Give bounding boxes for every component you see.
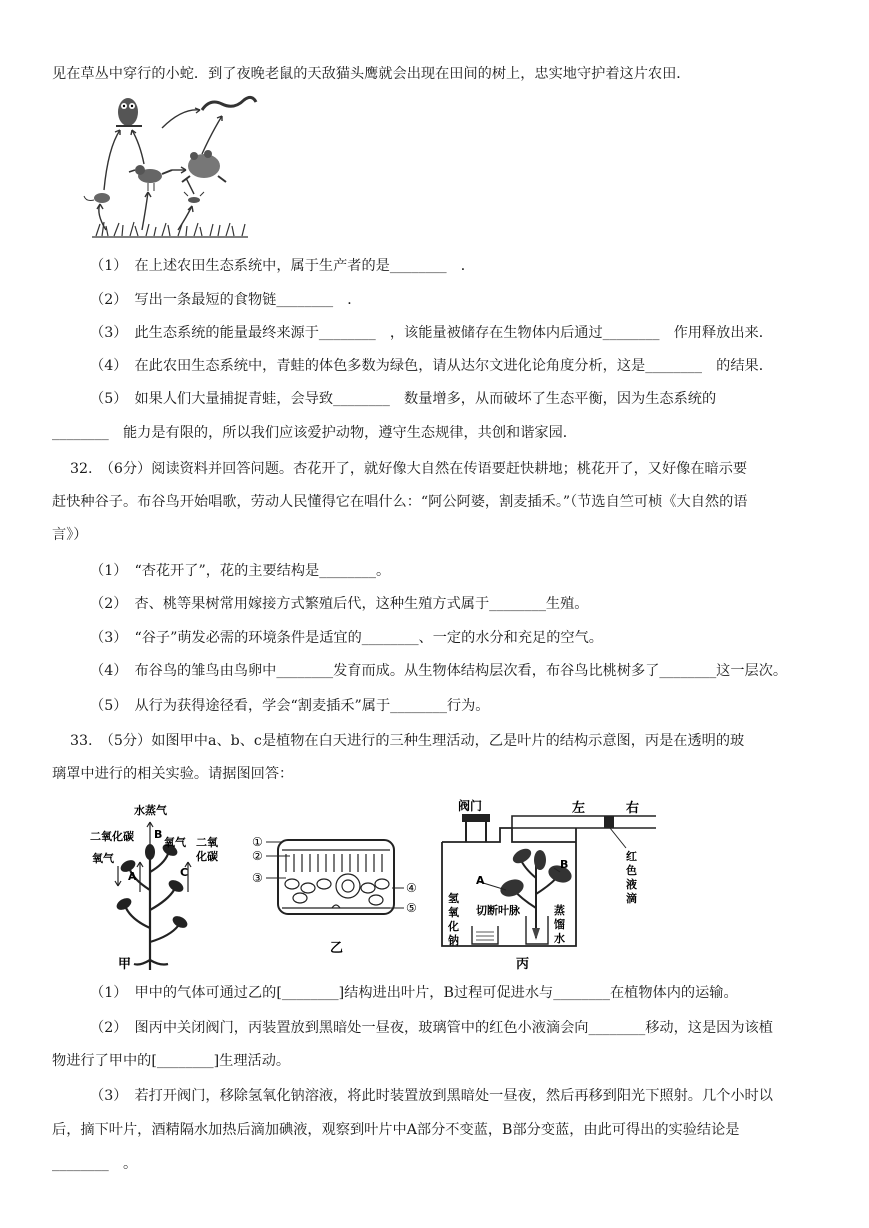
q32-stem-line-2: 赶快种谷子。布谷鸟开始唱歌，劳动人民懂得它在唱什么：“阿公阿婆，割麦插禾。”（节选自竺可桢《大自然的语 [52, 494, 748, 510]
snake-icon [202, 97, 256, 110]
jia-label-water-vapor: 水蒸气 [134, 804, 167, 817]
bing-red-drop-4: 滴 [626, 892, 637, 905]
bing-naoh-1: 氢 [448, 892, 459, 905]
jia-label-co2-left: 二氧化碳 [90, 830, 134, 843]
owl-icon [116, 98, 142, 126]
yi-number-5: ⑤ [406, 901, 417, 915]
yi-number-4: ④ [406, 881, 417, 895]
q31-item-5-cont: ________ 能力是有限的，所以我们应该爱护动物，遵守生态规律，共创和谐家园． [52, 425, 577, 441]
bing-left-label: 左 [572, 801, 586, 816]
jia-label-o2-right: 氧气 [164, 836, 186, 849]
q33-item-3-cont-2: ________ 。 [52, 1156, 138, 1172]
yi-figure-label: 乙 [330, 941, 344, 956]
bing-red-drop-3: 液 [626, 878, 637, 891]
q31-item-5: （5） 如果人们大量捕捉青蛙，会导致________ 数量增多，从而破坏了生态平衡，因为生态系统的 [90, 391, 717, 407]
q32-item-5: （5） 从行为获得途径看，学会“割麦插禾”属于________行为。 [90, 698, 490, 714]
bing-label-B: B [560, 858, 569, 871]
q32-item-3: （3） “谷子”萌发必需的环境条件是适宜的________、一定的水分和充足的空气。 [90, 630, 603, 646]
bing-right-label: 右 [626, 801, 640, 816]
q31-item-2: （2） 写出一条最短的食物链________ ． [90, 292, 362, 308]
q33-stem-line-1: 33. （5分）如图甲中a、b、c是植物在白天进行的三种生理活动，乙是叶片的结构示意图，丙是在透明的玻 [70, 733, 745, 749]
frog-icon [182, 150, 226, 182]
jia-figure-label: 甲 [118, 957, 132, 972]
bing-naoh-2: 氧 [448, 906, 459, 919]
jia-label-co2-right-1: 二氧 [196, 836, 218, 849]
yi-number-1: ① [252, 835, 263, 849]
bing-water-2: 馏 [554, 918, 565, 931]
q33-item-2: （2） 图丙中关闭阀门，丙装置放到黑暗处一昼夜，玻璃管中的红色小液滴会向________移动，这是因为该植 [90, 1020, 773, 1036]
q33-item-3: （3） 若打开阀门，移除氢氧化钠溶液，将此时装置放到黑暗处一昼夜，然后再移到阳光下照射。几个小时以 [90, 1088, 773, 1104]
jia-label-C: C [180, 866, 189, 879]
mouse-icon [84, 193, 110, 203]
q33-item-3-cont-1: 后，摘下叶片，酒精隔水加热后滴加碘液，观察到叶片中A部分不变蓝，B部分变蓝，由此可得出的实验结论是 [52, 1122, 740, 1138]
bing-red-drop-2: 色 [626, 864, 637, 877]
figure-bing-apparatus [436, 798, 662, 974]
yi-number-3: ③ [252, 871, 263, 885]
q33-item-2-cont: 物进行了甲中的[________]生理活动。 [52, 1053, 291, 1069]
q32-item-1: （1） “杏花开了”，花的主要结构是________。 [90, 563, 391, 579]
jia-label-o2-left: 氧气 [92, 852, 114, 865]
q31-item-4: （4） 在此农田生态系统中，青蛙的体色多数为绿色，请从达尔文进化论角度分析，这是________ 的结果． [90, 358, 773, 374]
bing-naoh-4: 钠 [448, 934, 459, 947]
q33-stem-line-2: 璃罩中进行的相关实验。请据图回答： [52, 766, 294, 782]
food-web-figure [82, 88, 262, 243]
jia-label-A: A [128, 870, 137, 883]
intro-text: 见在草丛中穿行的小蛇．到了夜晚老鼠的天敌猫头鹰就会出现在田间的树上，忠实地守护着这片农田． [52, 66, 691, 82]
q32-item-4: （4） 布谷鸟的雏鸟由鸟卵中________发育而成。从生物体结构层次看，布谷鸟比桃树多了________这一层次。 [90, 663, 788, 679]
jia-label-B: B [154, 828, 163, 841]
bing-naoh-3: 化 [448, 920, 459, 933]
bing-cut-leaf-label: 切断叶脉 [476, 904, 520, 917]
q31-item-3: （3） 此生态系统的能量最终来源于________ ，该能量被储存在生物体内后通过________ 作用释放出来． [90, 325, 773, 341]
bird-icon [129, 165, 172, 191]
q31-item-1: （1） 在上述农田生态系统中，属于生产者的是________ ． [90, 258, 475, 274]
q33-item-1: （1） 甲中的气体可通过乙的[________]结构进出叶片，B过程可促进水与________在植物体内的运输。 [90, 985, 738, 1001]
bing-figure-label: 丙 [516, 957, 530, 972]
yi-number-2: ② [252, 849, 263, 863]
bing-water-3: 水 [554, 932, 565, 945]
figure-yi-leaf-section [252, 830, 422, 962]
bing-water-1: 蒸 [554, 904, 565, 917]
bing-label-A: A [476, 874, 485, 887]
figure-jia-plant [88, 800, 228, 972]
q32-item-2: （2） 杏、桃等果树常用嫁接方式繁殖后代，这种生殖方式属于________生殖。 [90, 596, 589, 612]
bing-red-drop-1: 红 [626, 850, 637, 863]
bing-valve-label: 阀门 [458, 799, 483, 813]
q32-stem-line-1: 32. （6分）阅读资料并回答问题。杏花开了，就好像大自然在传语要赶快耕地；桃花开了，又好像在暗示要 [70, 461, 748, 477]
jia-label-co2-right-2: 化碳 [196, 850, 218, 863]
q32-stem-line-3: 言》） [52, 527, 88, 543]
grass-icon [92, 222, 248, 237]
